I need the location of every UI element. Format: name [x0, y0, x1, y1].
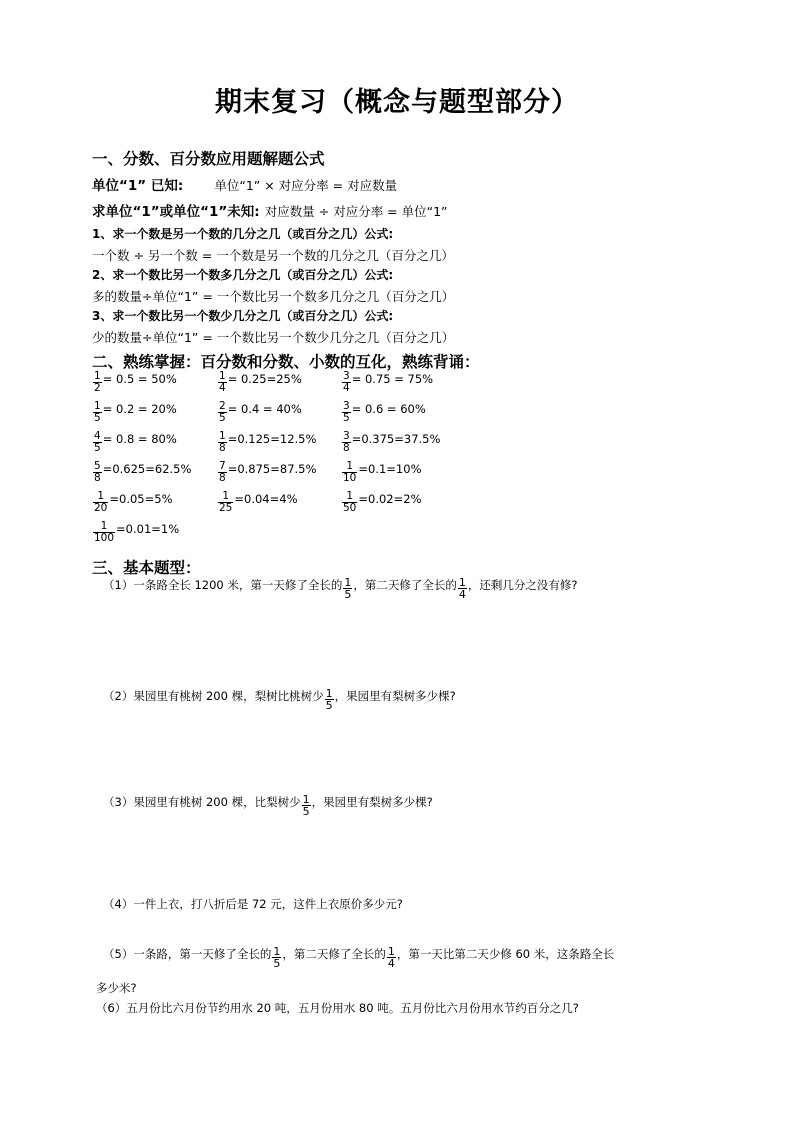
question-5	[103, 946, 614, 969]
conversion-item	[92, 491, 173, 513]
conversion-value: = 0.2 = 20%	[102, 401, 177, 416]
conversion-value: =0.375=37.5%	[351, 431, 441, 446]
conversion-item	[341, 491, 422, 513]
question-2	[103, 688, 456, 711]
conversion-value: = 0.75 = 75%	[351, 371, 434, 386]
conversion-value: =0.01=1%	[116, 521, 180, 536]
conversion-item	[92, 461, 191, 483]
q1-text-a: （1）一条路全长 1200 米，第一天修了全长的	[103, 578, 343, 592]
q3-text-a: （3）果园里有桃树 200 棵，比梨树少	[103, 795, 301, 809]
known-unit-label: 单位“1” 已知:	[92, 178, 184, 194]
conversion-fraction: $\frac{1}{50}$	[343, 490, 357, 514]
unknown-unit-row	[92, 200, 448, 220]
rule-2-title: 2、求一个数比另一个数多几分之几（或百分之几）公式:	[92, 268, 394, 282]
q1-text-b: ，第二天修了全长的	[353, 578, 457, 592]
q5-fraction-2: $\frac{1}{4}$	[387, 945, 395, 970]
rule-3-formula: 少的数量÷单位“1” = 一个数比另一个数少几分之几（百分之几）	[92, 330, 455, 345]
conversion-value: =0.875=87.5%	[227, 461, 317, 476]
section2-heading: 二、熟练掌握：百分数和分数、小数的互化，熟练背诵：	[92, 353, 480, 371]
q3-text-b: ，果园里有梨树多少棵?	[311, 795, 433, 809]
q5-text-a: （5）一条路，第一天修了全长的	[103, 947, 272, 961]
conversion-fraction: $\frac{1}{4}$	[219, 370, 226, 394]
unknown-unit-formula: 对应数量 ÷ 对应分率 = 单位“1”	[264, 204, 448, 219]
rule-1-formula: 一个数 ÷ 另一个数 = 一个数是另一个数的几分之几（百分之几）	[92, 248, 454, 263]
conversion-item	[341, 461, 422, 483]
conversion-item	[341, 371, 433, 393]
conversion-value: = 0.25=25%	[227, 371, 302, 386]
conversion-fraction: $\frac{7}{8}$	[219, 460, 226, 484]
section3-heading: 三、基本题型：	[92, 559, 201, 577]
q1-text-c: ，还剩几分之没有修?	[467, 578, 578, 592]
conversion-value: =0.625=62.5%	[102, 461, 192, 476]
q2-fraction: $\frac{1}{5}$	[325, 687, 333, 712]
conversion-item	[217, 431, 316, 453]
q1-fraction-2: $\frac{1}{4}$	[458, 576, 466, 601]
known-unit-formula: 单位“1” × 对应分率 = 对应数量	[214, 178, 398, 193]
conversion-item	[92, 521, 179, 543]
question-4: （4）一件上衣，打八折后是 72 元，这件上衣原价多少元?	[103, 897, 403, 911]
conversion-fraction: $\frac{5}{8}$	[94, 460, 101, 484]
conversion-item	[92, 401, 177, 423]
conversion-value: = 0.8 = 80%	[102, 431, 177, 446]
conversion-value: =0.1=10%	[358, 461, 422, 476]
question-5-continued: 多少米?	[96, 981, 137, 995]
conversion-fraction: $\frac{1}{20}$	[94, 490, 108, 514]
conversion-fraction: $\frac{4}{5}$	[94, 430, 101, 454]
question-6: （6）五月份比六月份节约用水 20 吨，五月份用水 80 吨。五月份比六月份用水节约百分之几?	[96, 1001, 579, 1015]
conversion-value: =0.05=5%	[109, 491, 173, 506]
q2-text-b: ，果园里有梨树多少棵?	[334, 689, 456, 703]
conversion-value: = 0.4 = 40%	[227, 401, 302, 416]
question-1	[103, 577, 578, 600]
known-unit-row	[92, 174, 397, 194]
conversion-item	[341, 401, 426, 423]
conversion-value: =0.125=12.5%	[227, 431, 317, 446]
q5-text-b: ，第二天修了全长的	[282, 947, 386, 961]
conversion-fraction: $\frac{1}{8}$	[219, 430, 226, 454]
page-title: 期末复习（概念与题型部分）	[215, 87, 579, 118]
q5-text-c: ，第一天比第二天少修 60 米，这条路全长	[396, 947, 615, 961]
conversion-item	[217, 401, 302, 423]
conversion-fraction: $\frac{1}{100}$	[94, 520, 115, 544]
question-3	[103, 794, 433, 817]
conversion-item	[217, 371, 302, 393]
conversion-value: =0.02=2%	[358, 491, 422, 506]
q2-text-a: （2）果园里有桃树 200 棵，梨树比桃树少	[103, 689, 324, 703]
conversion-fraction: $\frac{3}{4}$	[343, 370, 350, 394]
q3-fraction: $\frac{1}{5}$	[302, 793, 310, 818]
conversion-item	[341, 431, 440, 453]
conversion-item	[92, 431, 177, 453]
rule-2-formula: 多的数量÷单位“1” = 一个数比另一个数多几分之几（百分之几）	[92, 289, 455, 304]
conversion-value: =0.04=4%	[234, 491, 298, 506]
conversion-fraction: $\frac{1}{5}$	[94, 400, 101, 424]
unknown-unit-label: 求单位“1”或单位“1”未知:	[92, 204, 260, 220]
rule-1-title: 1、求一个数是另一个数的几分之几（或百分之几）公式:	[92, 227, 394, 241]
section1-heading: 一、分数、百分数应用题解题公式	[92, 150, 325, 168]
conversion-fraction: $\frac{3}{8}$	[343, 430, 350, 454]
conversion-value: = 0.6 = 60%	[351, 401, 426, 416]
conversion-fraction: $\frac{1}{10}$	[343, 460, 357, 484]
conversion-fraction: $\frac{1}{2}$	[94, 370, 101, 394]
rule-3-title: 3、求一个数比另一个数少几分之几（或百分之几）公式:	[92, 309, 394, 323]
conversion-value: = 0.5 = 50%	[102, 371, 177, 386]
conversion-fraction: $\frac{1}{25}$	[219, 490, 233, 514]
conversion-item	[92, 371, 177, 393]
conversion-item	[217, 461, 316, 483]
conversion-item	[217, 491, 298, 513]
conversion-fraction: $\frac{3}{5}$	[343, 400, 350, 424]
conversion-fraction: $\frac{2}{5}$	[219, 400, 226, 424]
q5-fraction-1: $\frac{1}{5}$	[273, 945, 281, 970]
q1-fraction-1: $\frac{1}{5}$	[344, 576, 352, 601]
